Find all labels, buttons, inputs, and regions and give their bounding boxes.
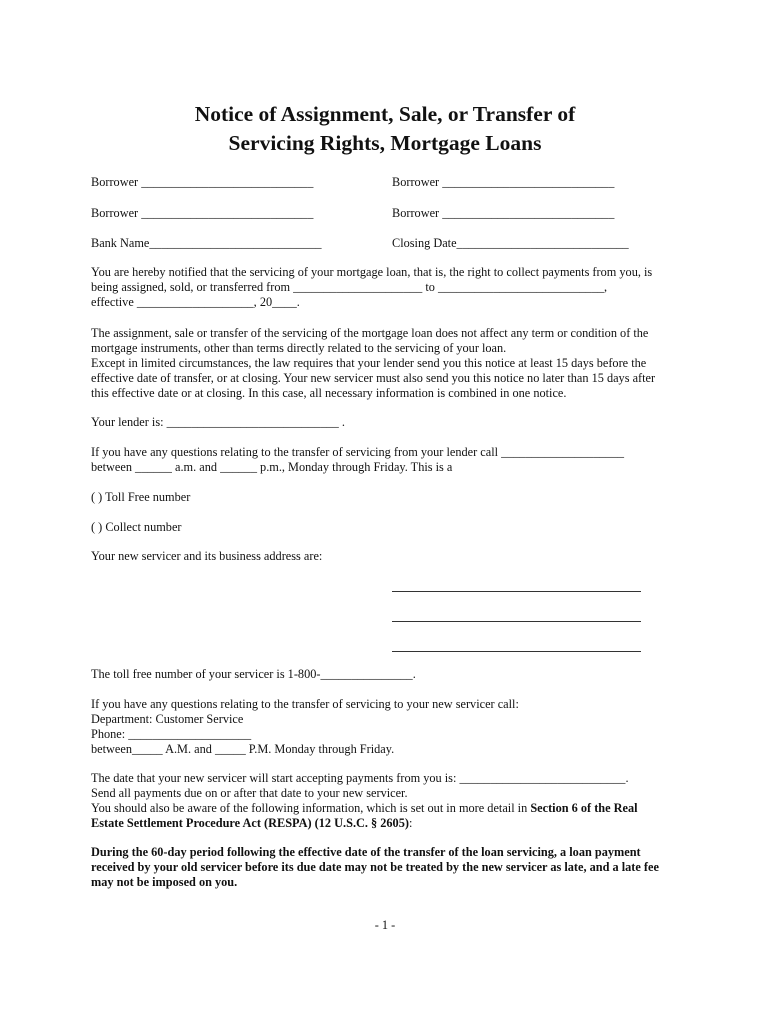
collect-checkbox[interactable]: ( ) Collect number [91, 520, 182, 534]
borrower-field-1[interactable]: Borrower ____________________________ [91, 175, 314, 189]
assignment-line: The assignment, sale or transfer of the servicing of the mortgage loan does not affect any term or condition of the [91, 326, 649, 340]
new-servicer-contact-paragraph [91, 697, 691, 757]
assignment-line: effective date of transfer, or at closing. Your new servicer must also send you this notice no later than 15 days after [91, 371, 656, 385]
new-servicer-address-label: Your new servicer and its business address are: [91, 549, 323, 563]
notice-line: You are hereby notified that the servicing of your mortgage loan, that is, the right to collect payments from you, is [91, 265, 653, 279]
transfer-notice-paragraph [91, 265, 691, 310]
warning-line: During the 60-day period following the effective date of the transfer of the loan servicing, a loan payment [91, 845, 641, 859]
notice-line[interactable]: effective ___________________, 20____. [91, 295, 300, 309]
borrower-field-3[interactable]: Borrower ____________________________ [91, 206, 314, 220]
payment-start-field[interactable]: The date that your new servicer will start accepting payments from you is: ___________________________. [91, 771, 629, 785]
contact-line: Department: Customer Service [91, 712, 244, 726]
address-line-2[interactable] [392, 621, 641, 622]
warning-line: received by your old servicer before its due date may not be treated by the new servicer as late, and a late fee [91, 860, 659, 874]
title-line-1: Notice of Assignment, Sale, or Transfer of [194, 102, 576, 126]
document-title [0, 100, 770, 158]
assignment-line: Except in limited circumstances, the law requires that your lender send you this notice at least 15 days before the [91, 356, 647, 370]
phone-field[interactable]: Phone: ____________________ [91, 727, 252, 741]
payments-text: : [408, 816, 413, 830]
respa-reference: Estate Settlement Procedure Act (RESPA) (12 U.S.C. § 2605) [91, 816, 409, 830]
address-line-3[interactable] [392, 651, 641, 652]
warning-line: may not be imposed on you. [91, 875, 238, 889]
toll-free-checkbox[interactable]: ( ) Toll Free number [91, 490, 191, 504]
assignment-paragraph [91, 326, 691, 401]
questions-line[interactable]: between ______ a.m. and ______ p.m., Monday through Friday. This is a [91, 460, 453, 474]
lender-field[interactable]: Your lender is: ____________________________ . [91, 415, 345, 429]
notice-line[interactable]: being assigned, sold, or transferred from _____________________ to ___________________________, [91, 280, 608, 294]
assignment-line: mortgage instruments, other than terms directly related to the servicing of your loan. [91, 341, 507, 355]
closing-date-field[interactable]: Closing Date____________________________ [392, 236, 629, 250]
servicer-toll-free-field[interactable]: The toll free number of your servicer is 1-800-_______________. [91, 667, 416, 681]
title-line-2: Servicing Rights, Mortgage Loans [228, 131, 542, 155]
assignment-line: this effective date or at closing. In this case, all necessary information is combined in one notice. [91, 386, 567, 400]
page-number: - 1 - [374, 918, 396, 932]
respa-reference: Section 6 of the Real [530, 801, 638, 815]
borrower-field-2[interactable]: Borrower ____________________________ [392, 175, 615, 189]
bank-name-field[interactable]: Bank Name____________________________ [91, 236, 322, 250]
hours-field[interactable]: between_____ A.M. and _____ P.M. Monday through Friday. [91, 742, 395, 756]
payments-line: Send all payments due on or after that date to your new servicer. [91, 786, 408, 800]
lender-questions-paragraph [91, 445, 691, 475]
borrower-field-4[interactable]: Borrower ____________________________ [392, 206, 615, 220]
payments-text: You should also be aware of the following information, which is set out in more detail in [91, 801, 531, 815]
questions-line[interactable]: If you have any questions relating to the transfer of servicing from your lender call ____________________ [91, 445, 625, 459]
payments-line [91, 801, 691, 816]
late-fee-warning [91, 845, 691, 890]
address-line-1[interactable] [392, 591, 641, 592]
contact-line: If you have any questions relating to the transfer of servicing to your new servicer call: [91, 697, 519, 711]
payments-paragraph [91, 771, 691, 831]
payments-line [91, 816, 691, 831]
